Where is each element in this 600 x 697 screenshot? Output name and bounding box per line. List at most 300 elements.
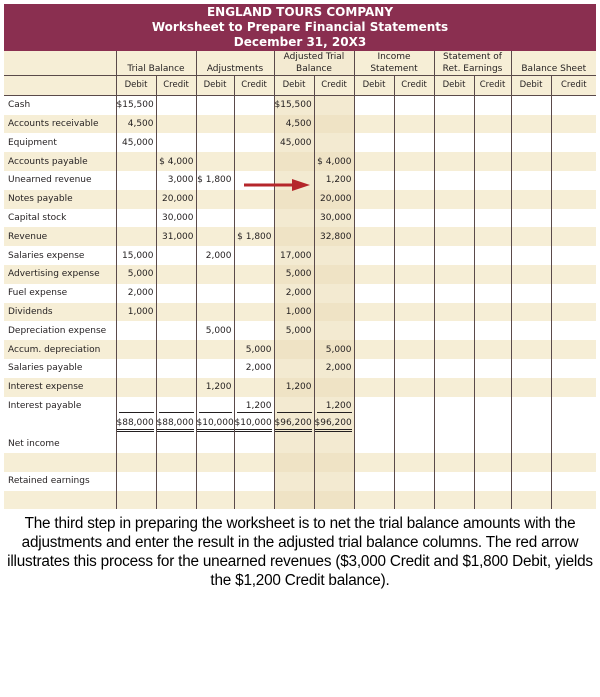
amount-cell-tb-cr: [156, 133, 196, 152]
amount-cell-atb-cr: 1,200: [314, 397, 354, 416]
empty-cell: [354, 378, 394, 397]
empty-cell: [394, 133, 434, 152]
totals-row: [4, 415, 596, 434]
empty-cell: [354, 491, 394, 510]
empty-cell: [511, 246, 551, 265]
amount-cell-adj-dr: 5,000: [196, 321, 234, 340]
empty-cell: [474, 491, 511, 510]
account-name: Accum. depreciation: [4, 340, 116, 359]
empty-cell: [551, 115, 596, 134]
empty-cell: [511, 133, 551, 152]
amount-cell-tb-dr: [116, 321, 156, 340]
totals-label-blank: [4, 415, 116, 434]
amount-cell-adj-dr: [196, 397, 234, 416]
total-amount: $10,000: [197, 418, 234, 432]
account-subheader-blank: [4, 76, 116, 96]
amount-cell-tb-cr: [156, 359, 196, 378]
empty-cell: [274, 434, 314, 453]
empty-cell: [511, 340, 551, 359]
empty-cell: [474, 453, 511, 472]
column-group-header: Adjustments: [196, 51, 274, 76]
empty-cell: [474, 472, 511, 491]
account-name: Dividends: [4, 303, 116, 322]
empty-cell: [314, 434, 354, 453]
empty-cell: [156, 491, 196, 510]
empty-cell: [551, 378, 596, 397]
amount-cell-tb-dr: 4,500: [116, 115, 156, 134]
amount-cell-adj-dr: [196, 227, 234, 246]
amount-cell-tb-dr: [116, 227, 156, 246]
account-name: Depreciation expense: [8, 325, 107, 336]
account-row: [4, 115, 596, 134]
amount-cell-tb-cr: 31,000: [156, 227, 196, 246]
empty-cell: [511, 284, 551, 303]
empty-cell: [394, 491, 434, 510]
column-group-header-row: [4, 51, 596, 76]
amount-cell-tb-dr: [116, 190, 156, 209]
empty-cell: [394, 472, 434, 491]
amount-cell-atb-dr: 45,000: [274, 133, 314, 152]
debit-header: Debit: [434, 76, 474, 96]
empty-cell: [511, 415, 551, 434]
amount-cell-atb-dr: [274, 190, 314, 209]
empty-cell: [511, 190, 551, 209]
total-amount: $88,000: [117, 418, 154, 432]
amount-cell-adj-dr: 2,000: [196, 246, 234, 265]
amount-cell-atb-cr: [314, 115, 354, 134]
amount-cell-tb-cr: [156, 378, 196, 397]
credit-header: Credit: [474, 76, 511, 96]
amount-cell-atb-cr: [314, 246, 354, 265]
empty-cell: [434, 434, 474, 453]
amount-cell-adj-cr: [234, 246, 274, 265]
empty-cell: [474, 209, 511, 228]
empty-cell: [511, 303, 551, 322]
empty-cell: [474, 95, 511, 114]
empty-cell: [511, 397, 551, 416]
empty-cell: [551, 95, 596, 114]
empty-cell: [394, 453, 434, 472]
empty-cell: [156, 453, 196, 472]
amount-cell-tb-dr: 5,000: [116, 265, 156, 284]
column-group-header: Adjusted Trial Balance: [274, 51, 354, 76]
account-name: Capital stock: [8, 212, 67, 223]
debit-header: Debit: [354, 76, 394, 96]
empty-cell: [394, 152, 434, 171]
credit-header: Credit: [314, 76, 354, 96]
amount-cell-atb-dr: [274, 359, 314, 378]
account-name: Salaries expense: [8, 250, 85, 261]
empty-cell: [116, 491, 156, 510]
amount-cell-tb-cr: 30,000: [156, 209, 196, 228]
blank-cell: [4, 491, 116, 510]
account-name: Accounts payable: [4, 152, 116, 171]
amount-cell-adj-cr: $ 1,800: [234, 227, 274, 246]
debit-credit-header-row: [4, 76, 596, 96]
account-name: Interest payable: [8, 400, 82, 411]
amount-cell-atb-cr: [314, 95, 354, 114]
empty-cell: [234, 491, 274, 510]
amount-cell-adj-dr: [196, 133, 234, 152]
account-name: Revenue: [4, 227, 116, 246]
empty-cell: [354, 95, 394, 114]
amount-cell-adj-dr: [196, 209, 234, 228]
account-name: Salaries payable: [8, 363, 83, 374]
amount-cell-adj-dr: [196, 303, 234, 322]
blank-cell: [4, 453, 116, 472]
total-cell-tb-cr: [156, 415, 196, 434]
empty-cell: [434, 321, 474, 340]
empty-cell: [394, 284, 434, 303]
account-row: [4, 359, 596, 378]
amount-cell-adj-dr: [196, 152, 234, 171]
empty-cell: [354, 133, 394, 152]
empty-cell: [511, 171, 551, 190]
amount-cell-tb-dr: [116, 209, 156, 228]
amount-cell-adj-cr: [234, 115, 274, 134]
empty-cell: [551, 415, 596, 434]
amount-cell-adj-cr: [234, 190, 274, 209]
empty-cell: [511, 472, 551, 491]
account-name: Fuel expense: [8, 288, 68, 299]
credit-header: Credit: [394, 76, 434, 96]
company-name: ENGLAND TOURS COMPANY: [206, 5, 394, 19]
amount-cell-adj-cr: [234, 152, 274, 171]
column-group-header: Balance Sheet: [511, 51, 596, 76]
amount-cell-tb-dr: 15,000: [116, 246, 156, 265]
account-row: [4, 190, 596, 209]
empty-cell: [551, 359, 596, 378]
amount-cell-adj-dr: [196, 340, 234, 359]
empty-cell: [434, 95, 474, 114]
empty-cell: [314, 491, 354, 510]
empty-cell: [394, 303, 434, 322]
worksheet: [4, 4, 596, 509]
amount-cell-adj-dr: [196, 115, 234, 134]
amount-cell-adj-dr: [196, 95, 234, 114]
total-amount: $96,200: [315, 418, 352, 432]
amount-cell-atb-cr: [314, 284, 354, 303]
amount-cell-tb-dr: [116, 340, 156, 359]
amount-cell-adj-dr: [196, 284, 234, 303]
empty-cell: [511, 378, 551, 397]
empty-cell: [434, 227, 474, 246]
empty-cell: [394, 115, 434, 134]
debit-header: Debit: [511, 76, 551, 96]
amount-cell-adj-cr: [234, 265, 274, 284]
amount-cell-tb-cr: [156, 303, 196, 322]
account-row: [4, 321, 596, 340]
empty-cell: [551, 209, 596, 228]
amount-cell-adj-dr: $ 1,800: [196, 171, 234, 190]
empty-cell: [511, 359, 551, 378]
amount-cell-tb-cr: [156, 340, 196, 359]
account-row: [4, 378, 596, 397]
amount-cell-tb-dr: $15,500: [116, 95, 156, 114]
empty-cell: [551, 133, 596, 152]
empty-cell: [551, 246, 596, 265]
amount-cell-tb-dr: [116, 152, 156, 171]
account-name: Equipment: [8, 137, 57, 148]
empty-cell: [474, 340, 511, 359]
account-name: Notes payable: [4, 190, 116, 209]
amount-cell-adj-dr: [196, 265, 234, 284]
empty-cell: [354, 397, 394, 416]
empty-cell: [156, 472, 196, 491]
account-row: [4, 227, 596, 246]
empty-cell: [354, 246, 394, 265]
amount-cell-adj-cr: 1,200: [234, 397, 274, 416]
blank-row: [4, 453, 596, 472]
amount-cell-tb-dr: 2,000: [116, 284, 156, 303]
amount-cell-atb-dr: [274, 340, 314, 359]
empty-cell: [434, 265, 474, 284]
amount-cell-tb-dr: [116, 171, 156, 190]
account-row: [4, 209, 596, 228]
account-row: [4, 95, 596, 114]
empty-cell: [474, 246, 511, 265]
empty-cell: [551, 152, 596, 171]
amount-cell-adj-dr: 1,200: [196, 378, 234, 397]
empty-cell: [511, 152, 551, 171]
empty-cell: [474, 303, 511, 322]
empty-cell: [474, 415, 511, 434]
account-name: Accounts receivable: [4, 115, 116, 134]
total-amount: $96,200: [275, 418, 312, 432]
amount-cell-atb-cr: [314, 133, 354, 152]
empty-cell: [354, 321, 394, 340]
empty-cell: [354, 415, 394, 434]
amount-cell-atb-cr: 30,000: [314, 209, 354, 228]
empty-cell: [354, 171, 394, 190]
amount-cell-atb-dr: 4,500: [274, 115, 314, 134]
empty-cell: [354, 472, 394, 491]
account-name: Unearned revenue: [8, 175, 92, 186]
amount-cell-atb-cr: 5,000: [314, 340, 354, 359]
empty-cell: [354, 209, 394, 228]
amount-cell-tb-cr: [156, 115, 196, 134]
empty-cell: [434, 284, 474, 303]
empty-cell: [354, 340, 394, 359]
empty-cell: [394, 415, 434, 434]
amount-cell-adj-cr: [234, 284, 274, 303]
total-cell-atb-cr: [314, 415, 354, 434]
amount-cell-atb-dr: 17,000: [274, 246, 314, 265]
account-row: [4, 246, 596, 265]
empty-cell: [314, 453, 354, 472]
worksheet-date: December 31, 20X3: [233, 35, 367, 49]
amount-cell-atb-dr: $15,500: [274, 95, 314, 114]
empty-cell: [511, 453, 551, 472]
empty-cell: [394, 190, 434, 209]
empty-cell: [354, 434, 394, 453]
empty-cell: [551, 434, 596, 453]
amount-cell-tb-cr: [156, 284, 196, 303]
empty-cell: [551, 340, 596, 359]
amount-cell-tb-cr: 20,000: [156, 190, 196, 209]
empty-cell: [551, 171, 596, 190]
summary-row: [4, 472, 596, 491]
empty-cell: [511, 265, 551, 284]
debit-header: Debit: [116, 76, 156, 96]
empty-cell: [474, 359, 511, 378]
account-name: Cash: [8, 100, 31, 111]
empty-cell: [394, 397, 434, 416]
empty-cell: [354, 227, 394, 246]
empty-cell: [474, 434, 511, 453]
amount-cell-atb-dr: 5,000: [274, 321, 314, 340]
amount-cell-adj-cr: [234, 95, 274, 114]
total-cell-adj-dr: [196, 415, 234, 434]
summary-label: Net income: [8, 438, 60, 449]
empty-cell: [354, 453, 394, 472]
worksheet-table: [4, 51, 596, 509]
blank-row: [4, 491, 596, 510]
empty-cell: [474, 378, 511, 397]
worksheet-title-band: [4, 4, 596, 51]
amount-cell-atb-dr: [274, 209, 314, 228]
worksheet-title: Worksheet to Prepare Financial Statements: [151, 20, 449, 34]
empty-cell: [551, 321, 596, 340]
account-row: [4, 303, 596, 322]
empty-cell: [354, 152, 394, 171]
empty-cell: [434, 303, 474, 322]
empty-cell: [314, 472, 354, 491]
amount-cell-atb-cr: 32,800: [314, 227, 354, 246]
empty-cell: [511, 115, 551, 134]
empty-cell: [156, 434, 196, 453]
empty-cell: [394, 340, 434, 359]
summary-label: Retained earnings: [8, 476, 90, 487]
total-cell-atb-dr: [274, 415, 314, 434]
empty-cell: [274, 491, 314, 510]
amount-cell-atb-cr: 1,200: [314, 171, 354, 190]
amount-cell-adj-cr: [234, 378, 274, 397]
empty-cell: [434, 152, 474, 171]
empty-cell: [511, 434, 551, 453]
amount-cell-atb-cr: $ 4,000: [314, 152, 354, 171]
empty-cell: [394, 265, 434, 284]
credit-header: Credit: [234, 76, 274, 96]
empty-cell: [196, 434, 234, 453]
amount-cell-tb-cr: [156, 246, 196, 265]
empty-cell: [474, 397, 511, 416]
amount-cell-atb-dr: [274, 152, 314, 171]
account-name: Advertising expense: [4, 265, 116, 284]
column-group-header: Statement of Ret. Earnings: [434, 51, 511, 76]
empty-cell: [116, 434, 156, 453]
amount-cell-tb-cr: 3,000: [156, 171, 196, 190]
empty-cell: [434, 378, 474, 397]
empty-cell: [434, 491, 474, 510]
amount-cell-adj-dr: [196, 359, 234, 378]
empty-cell: [196, 453, 234, 472]
empty-cell: [354, 115, 394, 134]
amount-cell-atb-dr: 1,200: [274, 378, 314, 397]
empty-cell: [354, 359, 394, 378]
account-row: [4, 265, 596, 284]
debit-header: Debit: [274, 76, 314, 96]
empty-cell: [196, 472, 234, 491]
empty-cell: [474, 284, 511, 303]
total-amount: $10,000: [235, 418, 272, 432]
amount-cell-atb-dr: [274, 227, 314, 246]
empty-cell: [474, 133, 511, 152]
empty-cell: [551, 397, 596, 416]
empty-cell: [274, 472, 314, 491]
account-row: [4, 397, 596, 416]
empty-cell: [434, 171, 474, 190]
amount-cell-atb-cr: 20,000: [314, 190, 354, 209]
credit-header: Credit: [156, 76, 196, 96]
amount-cell-tb-cr: $ 4,000: [156, 152, 196, 171]
empty-cell: [394, 227, 434, 246]
empty-cell: [551, 453, 596, 472]
amount-cell-adj-cr: 2,000: [234, 359, 274, 378]
empty-cell: [354, 303, 394, 322]
empty-cell: [434, 415, 474, 434]
empty-cell: [394, 378, 434, 397]
empty-cell: [551, 491, 596, 510]
empty-cell: [511, 95, 551, 114]
empty-cell: [234, 472, 274, 491]
credit-header: Credit: [551, 76, 596, 96]
column-group-header: Trial Balance: [116, 51, 196, 76]
total-cell-tb-dr: [116, 415, 156, 434]
red-arrow-icon: [244, 178, 310, 192]
empty-cell: [474, 171, 511, 190]
empty-cell: [551, 227, 596, 246]
empty-cell: [434, 340, 474, 359]
empty-cell: [474, 265, 511, 284]
amount-cell-atb-cr: [314, 321, 354, 340]
amount-cell-tb-cr: [156, 265, 196, 284]
account-row: [4, 340, 596, 359]
amount-cell-tb-dr: [116, 359, 156, 378]
amount-cell-adj-cr: [234, 303, 274, 322]
amount-cell-adj-cr: [234, 133, 274, 152]
amount-cell-atb-cr: [314, 265, 354, 284]
account-row: [4, 284, 596, 303]
empty-cell: [551, 472, 596, 491]
account-header-blank: [4, 51, 116, 76]
amount-cell-tb-cr: [156, 397, 196, 416]
empty-cell: [354, 284, 394, 303]
empty-cell: [511, 209, 551, 228]
empty-cell: [551, 284, 596, 303]
empty-cell: [354, 190, 394, 209]
empty-cell: [394, 321, 434, 340]
empty-cell: [434, 472, 474, 491]
amount-cell-tb-cr: [156, 95, 196, 114]
empty-cell: [474, 227, 511, 246]
empty-cell: [394, 209, 434, 228]
empty-cell: [394, 246, 434, 265]
empty-cell: [474, 152, 511, 171]
empty-cell: [434, 397, 474, 416]
total-amount: $88,000: [157, 418, 194, 432]
amount-cell-atb-dr: 1,000: [274, 303, 314, 322]
account-row: [4, 152, 596, 171]
empty-cell: [394, 434, 434, 453]
empty-cell: [116, 453, 156, 472]
amount-cell-adj-cr: 5,000: [234, 340, 274, 359]
empty-cell: [116, 472, 156, 491]
empty-cell: [474, 190, 511, 209]
empty-cell: [434, 209, 474, 228]
empty-cell: [474, 115, 511, 134]
empty-cell: [551, 190, 596, 209]
